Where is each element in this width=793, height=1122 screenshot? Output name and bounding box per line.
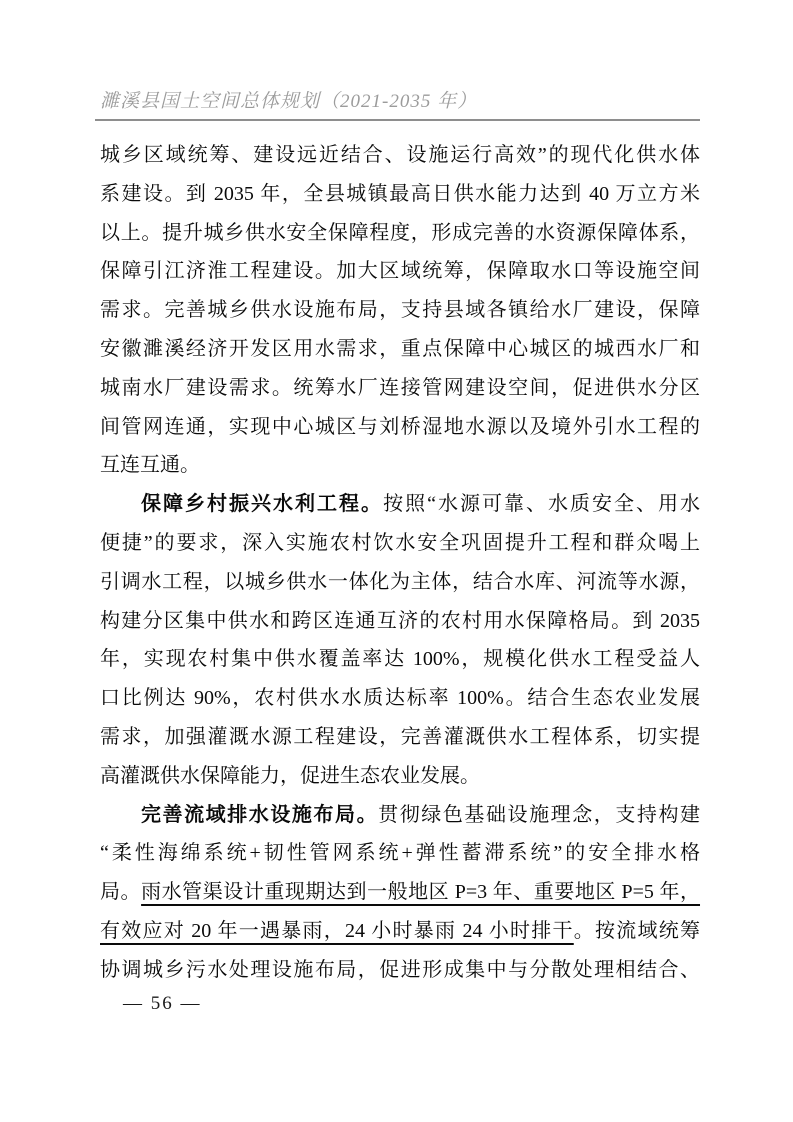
text-line <box>100 796 700 835</box>
underlined-text-segment: 雨水管渠设计重现期达到一般地区 P=3 年、重要地区 P=5 年， <box>141 881 701 904</box>
text-line <box>100 757 700 796</box>
text-segment: 构建分区集中供水和跨区连通互济的农村用水保障格局。到 2035 <box>100 609 700 632</box>
text-line <box>100 834 700 873</box>
text-line <box>100 369 700 408</box>
text-line <box>100 214 700 253</box>
running-header-title: 濉溪县国土空间总体规划（2021-2035 年） <box>100 91 478 112</box>
text-segment: 需求。完善城乡供水设施布局，支持县域各镇给水厂建设，保障 <box>100 299 700 322</box>
text-line <box>100 679 700 718</box>
text-line <box>100 873 700 912</box>
text-line <box>100 408 700 447</box>
text-segment: 便捷”的要求，深入实施农村饮水安全巩固提升工程和群众喝上 <box>100 531 700 554</box>
text-segment: 按照“水源可靠、水质安全、用水 <box>383 493 701 516</box>
text-segment: 。按流域统筹 <box>573 919 700 942</box>
text-segment: 年，实现农村集中供水覆盖率达 100%，规模化供水工程受益人 <box>100 648 700 671</box>
text-segment: 互连互通。 <box>100 454 200 477</box>
text-segment: “柔性海绵系统+韧性管网系统+弹性蓄滞系统”的安全排水格 <box>100 842 700 865</box>
text-line <box>100 524 700 563</box>
header-rule-divider <box>95 119 700 121</box>
text-segment: 以上。提升城乡供水安全保障程度，形成完善的水资源保障体系， <box>100 221 700 244</box>
text-segment: 保障引江济淮工程建设。加大区域统筹，保障取水口等设施空间 <box>100 260 700 283</box>
text-line <box>100 912 700 951</box>
text-line <box>100 252 700 291</box>
text-segment: 完善流域排水设施布局。 <box>141 803 379 826</box>
text-segment: 安徽濉溪经济开发区用水需求，重点保障中心城区的城西水厂和 <box>100 337 700 360</box>
text-line <box>100 563 700 602</box>
text-segment: 高灌溉供水保障能力，促进生态农业发展。 <box>100 764 480 787</box>
text-line <box>100 485 700 524</box>
page-number: — 56 — <box>123 993 202 1014</box>
text-segment: 城南水厂建设需求。统筹水厂连接管网建设空间，促进供水分区 <box>100 376 700 399</box>
underlined-text-segment: 有效应对 20 年一遇暴雨，24 小时暴雨 24 小时排干 <box>100 919 574 942</box>
text-segment: 需求，加强灌溉水源工程建设，完善灌溉供水工程体系，切实提 <box>100 725 700 748</box>
text-line <box>100 446 700 485</box>
text-segment: 局。 <box>100 881 142 904</box>
text-segment: 贯彻绿色基础设施理念，支持构建 <box>378 803 701 826</box>
document-body <box>100 136 700 990</box>
text-line <box>100 640 700 679</box>
text-line <box>100 718 700 757</box>
text-segment: 城乡区域统筹、建设远近结合、设施运行高效”的现代化供水体 <box>100 144 700 166</box>
text-line <box>100 291 700 330</box>
text-segment: 间管网连通，实现中心城区与刘桥湿地水源以及境外引水工程的 <box>100 415 700 438</box>
text-line <box>100 175 700 214</box>
text-line <box>100 136 700 175</box>
text-line <box>100 330 700 369</box>
text-segment: 协调城乡污水处理设施布局，促进形成集中与分散处理相结合、 <box>100 958 700 981</box>
text-segment: 保障乡村振兴水利工程。 <box>141 493 384 516</box>
text-line <box>100 951 700 990</box>
text-line <box>100 602 700 641</box>
text-segment: 系建设。到 2035 年，全县城镇最高日供水能力达到 40 万立方米 <box>100 182 700 205</box>
text-segment: 口比例达 90%，农村供水水质达标率 100%。结合生态农业发展 <box>100 687 700 710</box>
text-segment: 引调水工程，以城乡供水一体化为主体，结合水库、河流等水源， <box>100 570 700 593</box>
